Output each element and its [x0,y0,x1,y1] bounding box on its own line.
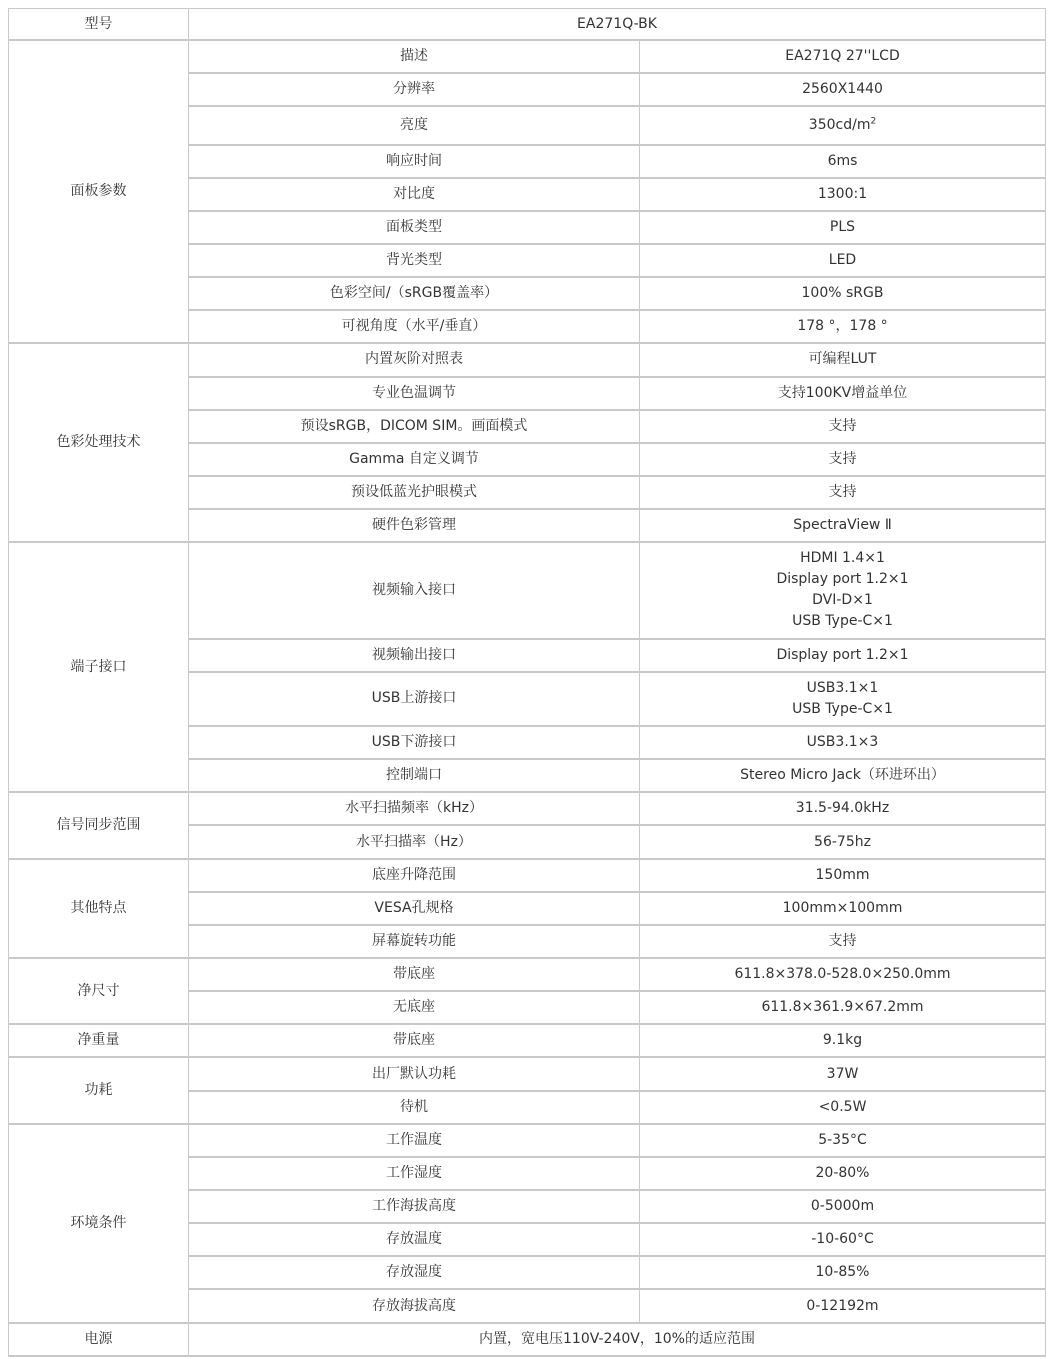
spec-value: 150mm [640,860,1046,893]
spec-label: 内置灰阶对照表 [189,344,640,377]
spec-value: USB3.1×3 [640,727,1046,760]
table-row [8,1324,1046,1357]
spec-label: 存放温度 [189,1224,640,1257]
spec-value: 支持 [640,477,1046,510]
table-row [8,793,1046,826]
spec-value: 1300:1 [640,179,1046,212]
power-supply-label: 电源 [8,1324,189,1357]
spec-label: 底座升降范围 [189,860,640,893]
spec-value: 2560X1440 [640,74,1046,107]
spec-label: 预设sRGB，DICOM SIM。画面模式 [189,411,640,444]
spec-label: 专业色温调节 [189,378,640,411]
spec-value: 37W [640,1058,1046,1091]
spec-value: 100% sRGB [640,278,1046,311]
category-color: 色彩处理技术 [8,344,189,543]
port-line: HDMI 1.4×1 [800,550,885,567]
spec-value: 10-85% [640,1257,1046,1290]
spec-value: 支持 [640,926,1046,959]
spec-value: LED [640,245,1046,278]
spec-value: -10-60°C [640,1224,1046,1257]
category-environment: 环境条件 [8,1125,189,1324]
spec-label: 色彩空间/（sRGB覆盖率） [189,278,640,311]
spec-label: USB下游接口 [189,727,640,760]
spec-value: SpectraView Ⅱ [640,510,1046,543]
spec-label: 水平扫描率（Hz） [189,826,640,859]
spec-value: 31.5-94.0kHz [640,793,1046,826]
spec-label: 预设低蓝光护眼模式 [189,477,640,510]
category-power-consumption: 功耗 [8,1058,189,1124]
spec-label: 工作海拔高度 [189,1191,640,1224]
spec-value: 可编程LUT [640,344,1046,377]
category-weight: 净重量 [8,1025,189,1058]
category-other: 其他特点 [8,860,189,959]
table-row [8,1025,1046,1058]
spec-label: 存放海拔高度 [189,1290,640,1323]
spec-label: 无底座 [189,992,640,1025]
spec-value: Display port 1.2×1 [640,640,1046,673]
spec-label: 待机 [189,1092,640,1125]
spec-label: 背光类型 [189,245,640,278]
port-line: DVI-D×1 [812,592,873,609]
brightness-superscript: 2 [870,116,877,127]
spec-value: 20-80% [640,1158,1046,1191]
spec-value: 100mm×100mm [640,893,1046,926]
spec-value: 支持100KV增益单位 [640,378,1046,411]
spec-label: 分辨率 [189,74,640,107]
table-row [8,1125,1046,1158]
spec-label: 视频输出接口 [189,640,640,673]
spec-label: 带底座 [189,959,640,992]
brightness-value: 350cd/m [808,117,871,133]
spec-label: 工作温度 [189,1125,640,1158]
spec-value: 56-75hz [640,826,1046,859]
table-row [8,543,1046,639]
spec-value: 支持 [640,411,1046,444]
spec-value: Stereo Micro Jack（环进环出） [640,760,1046,793]
spec-value: 611.8×361.9×67.2mm [640,992,1046,1025]
table-row [8,959,1046,992]
spec-value: PLS [640,212,1046,245]
spec-label: 描述 [189,41,640,74]
spec-value [640,107,1046,145]
table-row [8,1058,1046,1091]
spec-value: 0-5000m [640,1191,1046,1224]
spec-value [640,543,1046,639]
spec-table [8,8,1046,1357]
spec-value [640,673,1046,727]
spec-label: 存放湿度 [189,1257,640,1290]
spec-label: USB上游接口 [189,673,640,727]
category-size: 净尺寸 [8,959,189,1025]
spec-label: 面板类型 [189,212,640,245]
spec-value: 178 °，178 ° [640,311,1046,344]
spec-value: EA271Q 27''LCD [640,41,1046,74]
table-row [8,344,1046,377]
table-row [8,8,1046,41]
model-value: EA271Q-BK [189,8,1046,41]
port-line: Display port 1.2×1 [776,571,909,588]
spec-label: 可视角度（水平/垂直） [189,311,640,344]
spec-label: 带底座 [189,1025,640,1058]
spec-label: 亮度 [189,107,640,145]
spec-label: 工作湿度 [189,1158,640,1191]
table-row [8,41,1046,74]
port-line: USB3.1×1 [806,679,879,696]
spec-value: 5-35°C [640,1125,1046,1158]
model-label: 型号 [8,8,189,41]
power-supply-value: 内置，宽电压110V-240V，10%的适应范围 [189,1324,1046,1357]
port-line: USB Type-C×1 [792,700,893,717]
spec-value: 支持 [640,444,1046,477]
spec-value: 6ms [640,146,1046,179]
spec-label: 硬件色彩管理 [189,510,640,543]
spec-value: <0.5W [640,1092,1046,1125]
spec-label: 出厂默认功耗 [189,1058,640,1091]
spec-label: Gamma 自定义调节 [189,444,640,477]
spec-label: 屏幕旋转功能 [189,926,640,959]
table-row [8,860,1046,893]
spec-value: 611.8×378.0-528.0×250.0mm [640,959,1046,992]
spec-value: 0-12192m [640,1290,1046,1323]
category-sync: 信号同步范围 [8,793,189,859]
spec-label: 水平扫描频率（kHz） [189,793,640,826]
spec-label: 控制端口 [189,760,640,793]
spec-value: 9.1kg [640,1025,1046,1058]
spec-label: 对比度 [189,179,640,212]
spec-label: 视频输入接口 [189,543,640,639]
spec-label: 响应时间 [189,146,640,179]
spec-label: VESA孔规格 [189,893,640,926]
category-ports: 端子接口 [8,543,189,793]
port-line: USB Type-C×1 [792,613,893,630]
category-panel: 面板参数 [8,41,189,344]
